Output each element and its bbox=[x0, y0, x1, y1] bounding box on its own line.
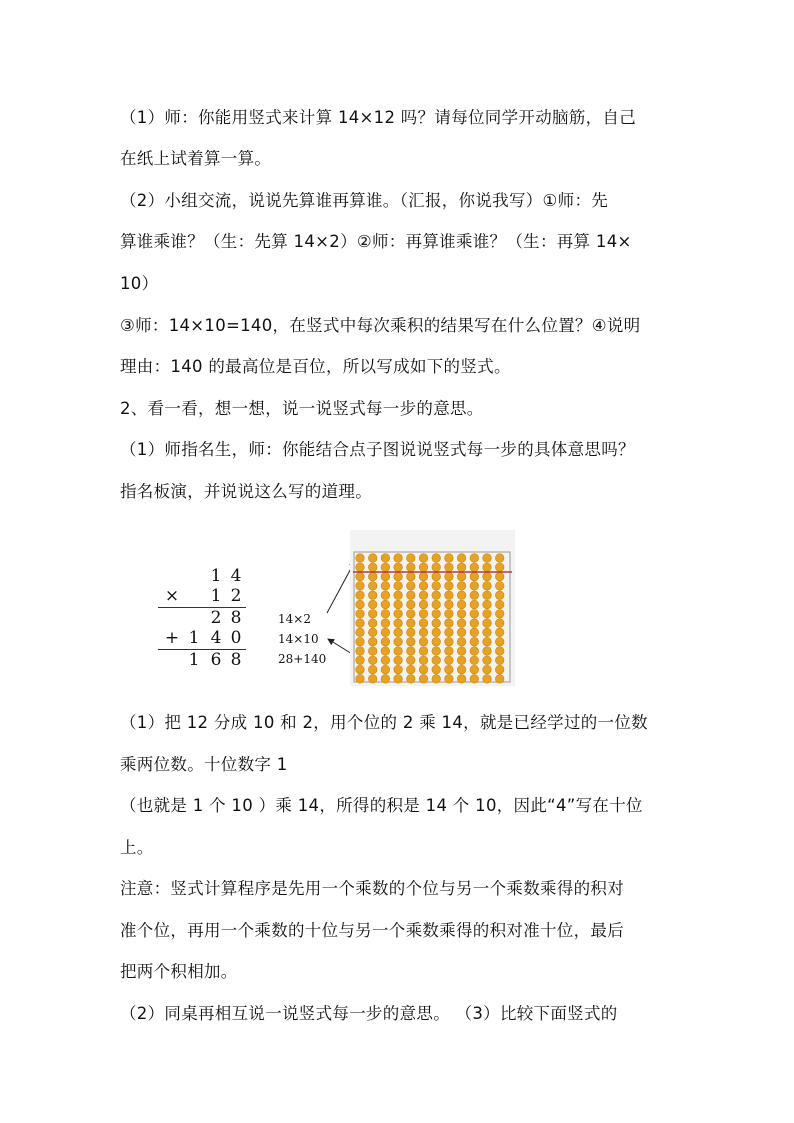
grid-dot bbox=[483, 554, 492, 563]
grid-dot bbox=[470, 628, 479, 637]
grid-dot bbox=[419, 610, 428, 619]
paragraph-line: 乘两位数。十位数字 1 bbox=[120, 755, 288, 774]
grid-dot bbox=[470, 582, 479, 591]
paragraph-line: （1）把 12 分成 10 和 2，用个位的 2 乘 14，就是已经学过的一位数 bbox=[120, 713, 648, 732]
grid-dot bbox=[470, 656, 479, 665]
grid-dot bbox=[407, 591, 416, 600]
calc-digit: 1 bbox=[188, 650, 200, 670]
grid-dot bbox=[432, 637, 441, 646]
grid-dot bbox=[419, 563, 428, 572]
grid-dot bbox=[381, 675, 390, 684]
paragraph-line: ③师：14×10=140，在竖式中每次乘积的结果写在什么位置？④说明 bbox=[120, 316, 641, 335]
grid-dot bbox=[394, 572, 403, 581]
grid-dot bbox=[407, 619, 416, 628]
note-line: 准个位，再用一个乘数的十位与另一个乘数乘得的积对准十位，最后 bbox=[120, 921, 624, 940]
paragraph-line: （也就是 1 个 10 ）乘 14，所得的积是 14 个 10，因此“4”写在十位 bbox=[120, 796, 643, 815]
plus-sign: + bbox=[164, 628, 180, 648]
label-28plus140: 28+140 bbox=[278, 652, 327, 666]
grid-dot bbox=[368, 675, 377, 684]
grid-dot bbox=[356, 563, 365, 572]
grid-dot bbox=[356, 582, 365, 591]
grid-dot bbox=[432, 554, 441, 563]
grid-dot bbox=[419, 647, 428, 656]
grid-dot bbox=[432, 619, 441, 628]
grid-dot bbox=[495, 582, 504, 591]
grid-dot bbox=[381, 600, 390, 609]
grid-dot bbox=[483, 582, 492, 591]
grid-dot bbox=[445, 600, 454, 609]
grid-dot bbox=[356, 591, 365, 600]
note-line: 注意：竖式计算程序是先用一个乘数的个位与另一个乘数乘得的积对 bbox=[120, 879, 624, 898]
grid-dot bbox=[381, 628, 390, 637]
grid-dot bbox=[419, 582, 428, 591]
grid-dot bbox=[445, 619, 454, 628]
grid-dot bbox=[394, 647, 403, 656]
grid-dot bbox=[381, 563, 390, 572]
section-heading: 2、看一看，想一想，说一说竖式每一步的意思。 bbox=[120, 399, 484, 418]
grid-dot bbox=[495, 591, 504, 600]
calc-digit: 2 bbox=[230, 586, 242, 606]
grid-dot bbox=[457, 600, 466, 609]
grid-dot bbox=[483, 619, 492, 628]
grid-dot bbox=[394, 628, 403, 637]
calc-digit: 4 bbox=[230, 566, 242, 586]
grid-dot bbox=[419, 554, 428, 563]
grid-dot bbox=[407, 610, 416, 619]
grid-dot bbox=[483, 647, 492, 656]
grid-dot bbox=[407, 656, 416, 665]
grid-dot bbox=[495, 637, 504, 646]
calc-digit: 8 bbox=[230, 650, 242, 670]
paragraph-line: 上。 bbox=[120, 838, 154, 857]
label-14x2: 14×2 bbox=[278, 612, 311, 626]
grid-dot bbox=[483, 628, 492, 637]
grid-dot bbox=[368, 610, 377, 619]
label-14x10: 14×10 bbox=[278, 632, 319, 646]
grid-dot bbox=[381, 619, 390, 628]
grid-dot bbox=[445, 591, 454, 600]
grid-dot bbox=[356, 554, 365, 563]
paragraph-line: （1）师指名生，师：你能结合点子图说说竖式每一步的具体意思吗？ bbox=[120, 440, 635, 459]
grid-dot bbox=[483, 637, 492, 646]
grid-dot bbox=[381, 610, 390, 619]
grid-dot bbox=[356, 628, 365, 637]
calc-digit: 8 bbox=[230, 608, 242, 628]
grid-dot bbox=[381, 637, 390, 646]
grid-dot bbox=[356, 656, 365, 665]
calc-digit: 4 bbox=[210, 628, 222, 648]
grid-dot bbox=[495, 572, 504, 581]
grid-dot bbox=[407, 628, 416, 637]
grid-dot bbox=[483, 610, 492, 619]
note-line: 把两个积相加。 bbox=[120, 962, 238, 981]
grid-dot bbox=[445, 656, 454, 665]
grid-dot bbox=[368, 600, 377, 609]
paragraph-line: 10） bbox=[120, 274, 159, 293]
grid-dot bbox=[394, 591, 403, 600]
grid-dot bbox=[407, 582, 416, 591]
calc-digit: 6 bbox=[210, 650, 222, 670]
grid-dot bbox=[495, 656, 504, 665]
calc-digit: 2 bbox=[210, 608, 222, 628]
grid-dot bbox=[368, 591, 377, 600]
grid-dot bbox=[470, 563, 479, 572]
grid-dot bbox=[470, 572, 479, 581]
grid-dot bbox=[470, 554, 479, 563]
grid-dot bbox=[445, 647, 454, 656]
grid-dot bbox=[381, 591, 390, 600]
grid-dot bbox=[432, 582, 441, 591]
grid-dot bbox=[356, 637, 365, 646]
grid-dot bbox=[407, 572, 416, 581]
grid-dot bbox=[470, 637, 479, 646]
grid-dot bbox=[356, 675, 365, 684]
paragraph-line: 在纸上试着算一算。 bbox=[120, 149, 272, 168]
grid-dot bbox=[407, 554, 416, 563]
grid-dot bbox=[356, 600, 365, 609]
grid-dot bbox=[394, 656, 403, 665]
grid-dot bbox=[432, 591, 441, 600]
grid-dot bbox=[457, 647, 466, 656]
calc-digit: 1 bbox=[210, 566, 222, 586]
grid-dot bbox=[445, 665, 454, 674]
grid-dot bbox=[381, 656, 390, 665]
grid-dot bbox=[419, 591, 428, 600]
grid-dot bbox=[381, 572, 390, 581]
grid-dot bbox=[419, 656, 428, 665]
grid-dot bbox=[368, 637, 377, 646]
grid-dot bbox=[457, 637, 466, 646]
grid-dot bbox=[483, 665, 492, 674]
grid-dot bbox=[407, 563, 416, 572]
grid-dot bbox=[445, 563, 454, 572]
grid-dot bbox=[394, 554, 403, 563]
grid-dot bbox=[457, 554, 466, 563]
grid-dot bbox=[457, 656, 466, 665]
grid-dot bbox=[445, 610, 454, 619]
grid-dot bbox=[368, 665, 377, 674]
grid-dot bbox=[495, 628, 504, 637]
grid-dot bbox=[381, 665, 390, 674]
grid-dot bbox=[419, 628, 428, 637]
grid-dot bbox=[495, 610, 504, 619]
grid-dot bbox=[381, 554, 390, 563]
grid-dot bbox=[457, 572, 466, 581]
grid-dot bbox=[394, 582, 403, 591]
paragraph-line: （2）同桌再相互说一说竖式每一步的意思。 （3）比较下面竖式的 bbox=[120, 1004, 618, 1023]
grid-dot bbox=[394, 665, 403, 674]
grid-dot bbox=[495, 600, 504, 609]
grid-dot bbox=[495, 619, 504, 628]
grid-dot bbox=[483, 563, 492, 572]
grid-dot bbox=[419, 675, 428, 684]
grid-dot bbox=[483, 591, 492, 600]
grid-dot bbox=[394, 675, 403, 684]
dot-grid-image bbox=[350, 530, 515, 686]
grid-dot bbox=[470, 647, 479, 656]
grid-dot bbox=[419, 619, 428, 628]
grid-dot bbox=[356, 665, 365, 674]
grid-dot bbox=[356, 647, 365, 656]
grid-dot bbox=[381, 647, 390, 656]
grid-dot bbox=[445, 572, 454, 581]
grid-dot bbox=[432, 563, 441, 572]
grid-dot bbox=[368, 554, 377, 563]
grid-dot bbox=[432, 675, 441, 684]
grid-dot bbox=[483, 675, 492, 684]
grid-dot bbox=[457, 563, 466, 572]
grid-dot bbox=[394, 610, 403, 619]
paragraph-line: 指名板演，并说说这么写的道理。 bbox=[120, 482, 372, 501]
grid-dot bbox=[407, 637, 416, 646]
grid-dot bbox=[419, 665, 428, 674]
grid-dot bbox=[470, 675, 479, 684]
grid-dot bbox=[445, 628, 454, 637]
multiplication-figure bbox=[150, 528, 515, 688]
grid-dot bbox=[432, 572, 441, 581]
grid-dot bbox=[368, 619, 377, 628]
grid-dot bbox=[356, 610, 365, 619]
grid-dot bbox=[483, 572, 492, 581]
grid-dot bbox=[495, 647, 504, 656]
calc-digit: 1 bbox=[210, 586, 222, 606]
grid-dot bbox=[407, 665, 416, 674]
grid-dot bbox=[457, 591, 466, 600]
grid-dot bbox=[368, 628, 377, 637]
grid-dot bbox=[495, 675, 504, 684]
grid-dot bbox=[457, 628, 466, 637]
grid-dot bbox=[483, 656, 492, 665]
grid-dot bbox=[432, 665, 441, 674]
grid-dot bbox=[445, 582, 454, 591]
grid-dot bbox=[432, 610, 441, 619]
paragraph-line: （1）师：你能用竖式来计算 14×12 吗？请每位同学开动脑筋，自己 bbox=[120, 108, 637, 127]
grid-dot bbox=[368, 647, 377, 656]
grid-dot bbox=[407, 675, 416, 684]
grid-dot bbox=[419, 572, 428, 581]
grid-dot bbox=[394, 563, 403, 572]
grid-dot bbox=[419, 600, 428, 609]
grid-dot bbox=[394, 600, 403, 609]
grid-dot bbox=[483, 600, 492, 609]
grid-dot bbox=[407, 600, 416, 609]
grid-dot bbox=[432, 656, 441, 665]
multiply-sign: × bbox=[164, 586, 180, 606]
grid-dot bbox=[432, 647, 441, 656]
paragraph-line: （2）小组交流，说说先算谁再算谁。（汇报，你说我写）①师：先 bbox=[120, 191, 609, 210]
grid-dot bbox=[368, 563, 377, 572]
grid-dot bbox=[457, 610, 466, 619]
grid-dot bbox=[432, 600, 441, 609]
grid-dot bbox=[394, 619, 403, 628]
grid-dot bbox=[495, 563, 504, 572]
calc-digit: 1 bbox=[188, 628, 200, 648]
grid-dot bbox=[457, 619, 466, 628]
grid-dot bbox=[470, 591, 479, 600]
grid-dot bbox=[470, 610, 479, 619]
grid-dot bbox=[445, 637, 454, 646]
grid-dot bbox=[470, 619, 479, 628]
grid-dot bbox=[457, 665, 466, 674]
grid-dot bbox=[356, 619, 365, 628]
grid-dot bbox=[445, 675, 454, 684]
grid-dot bbox=[368, 572, 377, 581]
grid-dot bbox=[457, 582, 466, 591]
grid-dot bbox=[432, 628, 441, 637]
paragraph-line: 算谁乘谁？（生：先算 14×2）②师：再算谁乘谁？（生：再算 14× bbox=[120, 232, 632, 251]
grid-dot bbox=[407, 647, 416, 656]
paragraph-line: 理由：140 的最高位是百位，所以写成如下的竖式。 bbox=[120, 357, 511, 376]
grid-dot bbox=[419, 637, 428, 646]
grid-dot bbox=[470, 600, 479, 609]
grid-dot bbox=[445, 554, 454, 563]
grid-dot bbox=[470, 665, 479, 674]
grid-dot bbox=[495, 665, 504, 674]
grid-dot bbox=[381, 582, 390, 591]
grid-dot bbox=[394, 637, 403, 646]
grid-dot bbox=[495, 554, 504, 563]
calc-digit: 0 bbox=[230, 628, 242, 648]
grid-dot bbox=[356, 572, 365, 581]
grid-dot bbox=[368, 582, 377, 591]
grid-dot bbox=[457, 675, 466, 684]
grid-dot bbox=[368, 656, 377, 665]
